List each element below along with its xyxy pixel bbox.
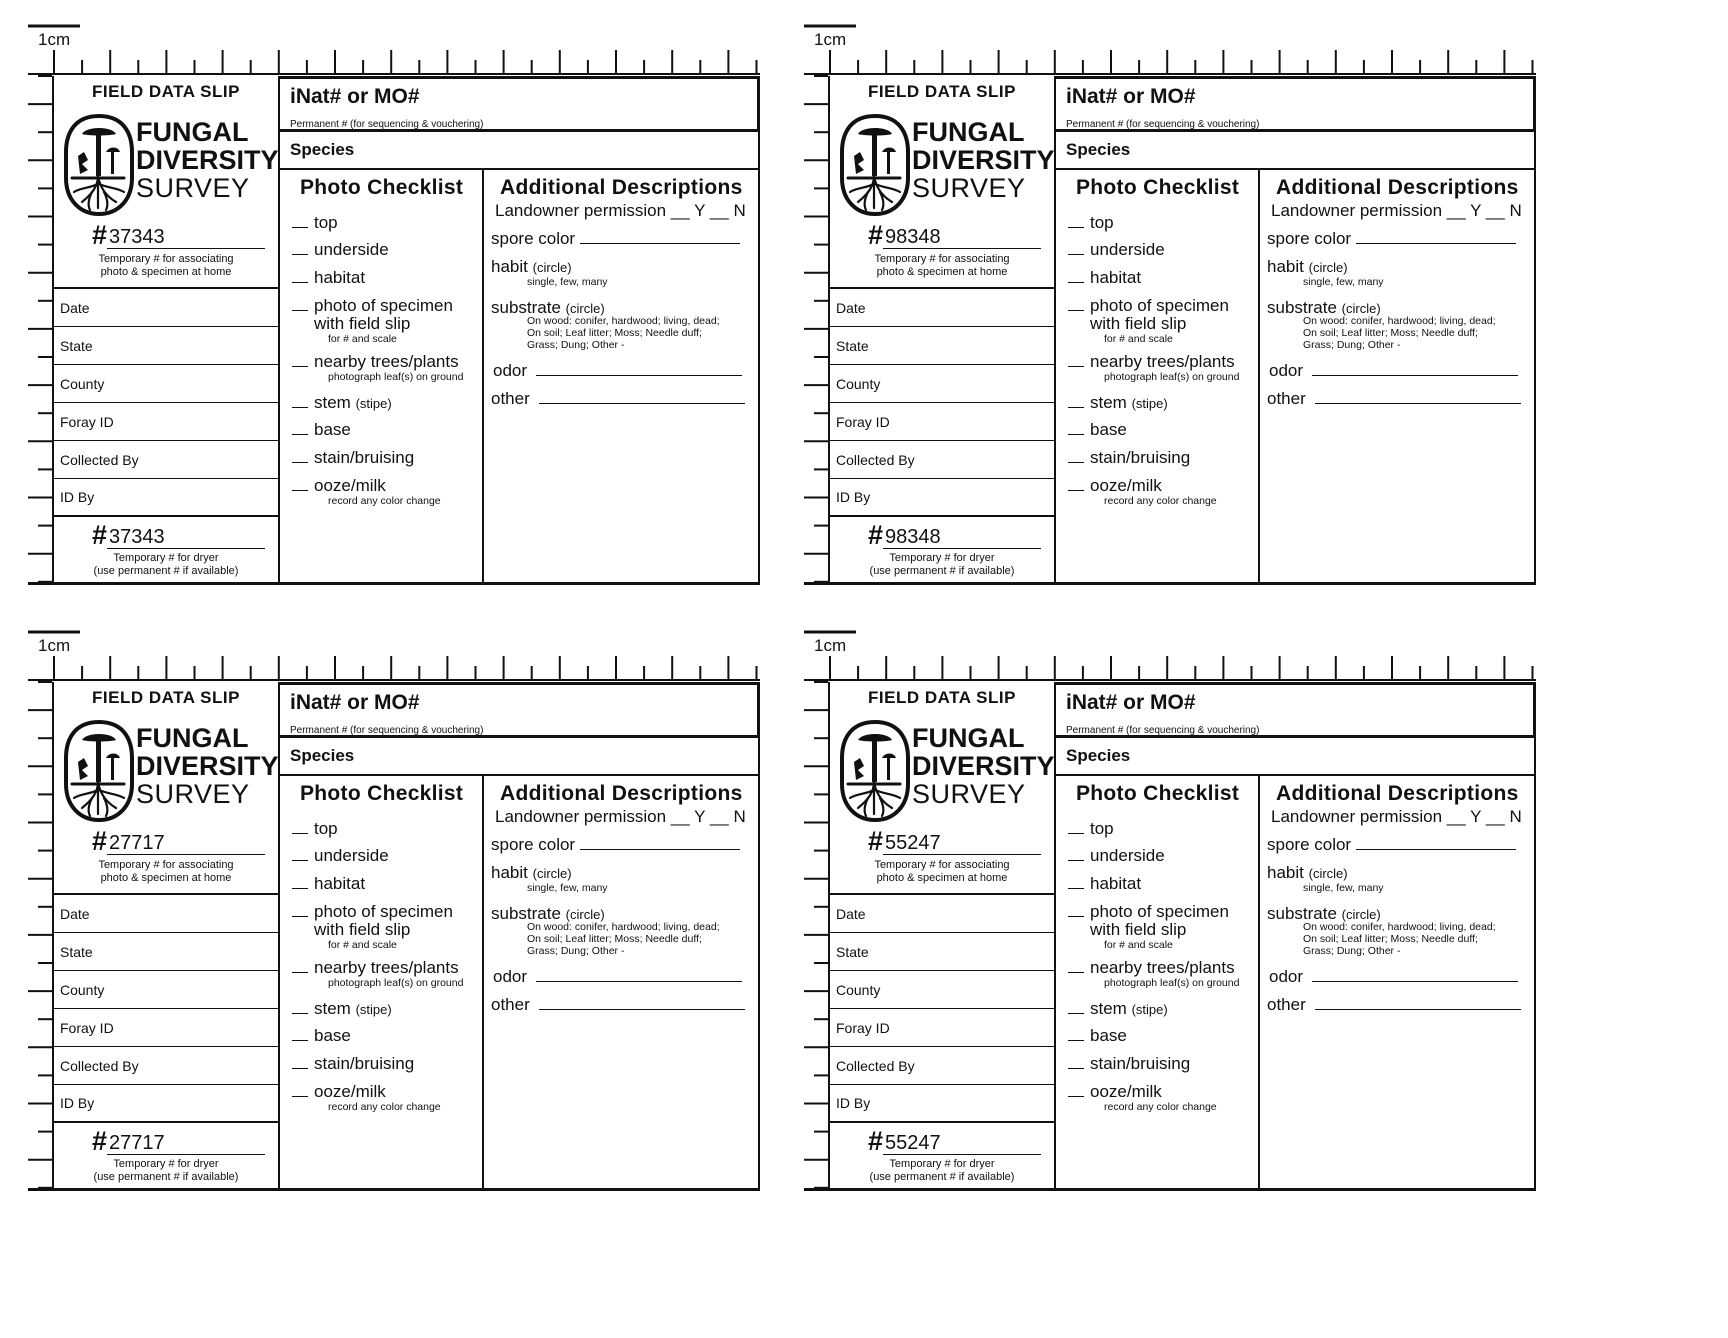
field-list: [830, 287, 1054, 517]
field-list: [54, 893, 278, 1123]
field-list: [830, 893, 1054, 1123]
dryer-number: [92, 522, 265, 549]
ruler-label: 1cm: [814, 30, 847, 49]
field-date[interactable]: Date: [830, 289, 1054, 327]
habit-line[interactable]: habit (circle): [491, 863, 572, 882]
logo-mushrooms: [854, 734, 896, 782]
inat-title: iNat# or MO#: [1066, 691, 1196, 714]
check-base[interactable]: base: [1068, 1027, 1127, 1045]
home-caption: [54, 253, 278, 279]
check-ooze[interactable]: ooze/milk record any color change: [1068, 1083, 1217, 1113]
field-slip-3: [0, 606, 820, 1226]
photo-checklist: [280, 170, 484, 584]
inat-subtitle: Permanent # (for sequencing & vouchering): [290, 725, 484, 736]
logo-stem-large: [96, 134, 101, 176]
field-state[interactable]: State: [54, 327, 278, 365]
habit-options: single, few, many: [1303, 882, 1384, 894]
left-column: [52, 76, 280, 584]
logo-line-1: FUNGAL: [912, 117, 1025, 147]
logo-text: [136, 724, 279, 808]
species-row[interactable]: [280, 132, 760, 170]
odor-line[interactable]: odor: [493, 362, 742, 380]
dryer-caption-line-1: Temporary # for dryer: [113, 1158, 219, 1170]
inat-box[interactable]: [280, 76, 760, 132]
home-caption-line-1: Temporary # for associating: [98, 253, 234, 265]
hash-symbol: #: [868, 220, 884, 250]
dryer-caption-line-2: (use permanent # if available): [869, 565, 1015, 577]
check-top[interactable]: top: [292, 820, 338, 838]
check-stem[interactable]: stem (stipe): [1068, 394, 1168, 413]
field-date[interactable]: Date: [54, 895, 278, 933]
field-foray-id[interactable]: Foray ID: [54, 403, 278, 441]
home-caption-line-2: photo & specimen at home: [876, 266, 1008, 278]
check-stain[interactable]: stain/bruising: [292, 449, 414, 467]
substrate-line[interactable]: substrate (circle): [1267, 904, 1381, 923]
home-caption-line-1: Temporary # for associating: [874, 859, 1010, 871]
additional-descriptions: [484, 170, 760, 584]
hash-symbol: #: [92, 826, 108, 856]
mushroom-logo-icon: [838, 112, 912, 218]
checklist-title: Photo Checklist: [1076, 176, 1240, 199]
field-date[interactable]: Date: [830, 895, 1054, 933]
additional-descriptions: [484, 776, 760, 1190]
check-stem[interactable]: stem (stipe): [1068, 1000, 1168, 1019]
habit-options: single, few, many: [1303, 276, 1384, 288]
dryer-caption-line-1: Temporary # for dryer: [889, 1158, 995, 1170]
inat-box[interactable]: [1056, 76, 1536, 132]
check-base[interactable]: base: [292, 1027, 351, 1045]
field-foray-id[interactable]: Foray ID: [830, 403, 1054, 441]
check-photo-with-slip[interactable]: photo of specimen with field slip for # and scale: [292, 903, 453, 951]
logo-line-3: SURVEY: [912, 173, 1026, 203]
species-label: Species: [290, 746, 355, 765]
check-stem[interactable]: stem (stipe): [292, 394, 392, 413]
dryer-caption: [830, 552, 1054, 578]
check-photo-with-slip[interactable]: photo of specimen with field slip for # and scale: [1068, 297, 1229, 345]
mushroom-logo-icon: [62, 718, 136, 824]
hash-symbol: #: [92, 220, 108, 250]
check-stain[interactable]: stain/bruising: [1068, 1055, 1190, 1073]
field-county[interactable]: County: [830, 971, 1054, 1009]
home-number-value[interactable]: 98348: [883, 226, 1041, 249]
substrate-options: On wood: conifer, hardwood; living, dead; On soil; Leaf litter; Moss; Needle duff; Grass; Dung; Other -: [527, 315, 720, 351]
home-number-value[interactable]: 37343: [107, 226, 265, 249]
inat-box[interactable]: [1056, 682, 1536, 738]
substrate-options: On wood: conifer, hardwood; living, dead; On soil; Leaf litter; Moss; Needle duff; Grass; Dung; Other -: [1303, 315, 1496, 351]
home-caption: [54, 859, 278, 885]
inat-title: iNat# or MO#: [290, 85, 420, 108]
left-column: [828, 76, 1056, 584]
desc-title: Additional Descriptions: [500, 782, 743, 805]
field-state[interactable]: State: [830, 933, 1054, 971]
logo-mushrooms: [78, 128, 120, 176]
logo-stem-small: [111, 758, 114, 780]
dryer-number: [868, 1128, 1041, 1155]
check-underside[interactable]: underside: [1068, 847, 1165, 865]
slip-title: FIELD DATA SLIP: [92, 82, 240, 101]
habit-options: single, few, many: [527, 276, 608, 288]
logo-line-3: SURVEY: [912, 779, 1026, 809]
other-line[interactable]: other: [1267, 996, 1521, 1014]
field-foray-id[interactable]: Foray ID: [830, 1009, 1054, 1047]
logo-stem-large: [872, 740, 877, 782]
field-foray-id[interactable]: Foray ID: [54, 1009, 278, 1047]
field-collected-by[interactable]: Collected By: [54, 1047, 278, 1085]
home-caption-line-2: photo & specimen at home: [876, 872, 1008, 884]
check-stain[interactable]: stain/bruising: [1068, 449, 1190, 467]
home-number: [92, 222, 265, 249]
logo-stem-small: [887, 758, 890, 780]
desc-title: Additional Descriptions: [1276, 176, 1519, 199]
dryer-number-value[interactable]: 98348: [883, 526, 1041, 549]
dryer-caption: [830, 1158, 1054, 1184]
check-habitat[interactable]: habitat: [1068, 875, 1141, 893]
check-ooze[interactable]: ooze/milk record any color change: [292, 1083, 441, 1113]
logo-cap-small: [882, 148, 896, 153]
home-number-value[interactable]: 55247: [883, 832, 1041, 855]
substrate-line[interactable]: substrate (circle): [491, 298, 605, 317]
ruler-label: 1cm: [814, 636, 847, 655]
inat-subtitle: Permanent # (for sequencing & vouchering): [290, 119, 484, 130]
field-state[interactable]: State: [54, 933, 278, 971]
home-caption: [830, 859, 1054, 885]
ruler-label: 1cm: [38, 30, 71, 49]
logo-stem-small: [111, 152, 114, 174]
home-caption-line-2: photo & specimen at home: [100, 872, 232, 884]
logo-line-1: FUNGAL: [136, 117, 249, 147]
logo-roots: [72, 782, 124, 816]
logo-line-3: SURVEY: [136, 779, 250, 809]
dryer-number-value[interactable]: 27717: [107, 1132, 265, 1155]
additional-descriptions: [1260, 776, 1536, 1190]
checklist-title: Photo Checklist: [300, 782, 464, 805]
slip-title: FIELD DATA SLIP: [868, 82, 1016, 101]
dryer-caption-line-2: (use permanent # if available): [93, 565, 239, 577]
photo-checklist: [1056, 170, 1260, 584]
field-county[interactable]: County: [830, 365, 1054, 403]
slip-title: FIELD DATA SLIP: [92, 688, 240, 707]
left-column: [52, 682, 280, 1190]
home-caption-line-2: photo & specimen at home: [100, 266, 232, 278]
home-number: [868, 222, 1041, 249]
mushroom-logo-icon: [62, 112, 136, 218]
field-id-by[interactable]: ID By: [830, 1085, 1054, 1123]
check-underside[interactable]: underside: [292, 847, 389, 865]
check-habitat[interactable]: habitat: [1068, 269, 1141, 287]
species-label: Species: [1066, 746, 1131, 765]
checklist-title: Photo Checklist: [1076, 782, 1240, 805]
field-id-by[interactable]: ID By: [54, 479, 278, 517]
logo-cluster: [854, 758, 864, 780]
logo-text: [912, 118, 1055, 202]
odor-line[interactable]: odor: [493, 968, 742, 986]
additional-descriptions: [1260, 170, 1536, 584]
field-collected-by[interactable]: Collected By: [830, 1047, 1054, 1085]
inat-title: iNat# or MO#: [1066, 85, 1196, 108]
logo-cluster: [78, 758, 88, 780]
home-caption-line-1: Temporary # for associating: [98, 859, 234, 871]
check-stem[interactable]: stem (stipe): [292, 1000, 392, 1019]
logo-roots: [848, 176, 900, 210]
dryer-caption-line-1: Temporary # for dryer: [113, 552, 219, 564]
logo-cap-small: [882, 754, 896, 759]
other-line[interactable]: other: [491, 390, 745, 408]
logo-cluster: [78, 152, 88, 174]
hash-symbol: #: [92, 1126, 108, 1156]
logo-line-2: DIVERSITY: [912, 145, 1055, 175]
logo-line-2: DIVERSITY: [136, 145, 279, 175]
check-underside[interactable]: underside: [292, 241, 389, 259]
other-line[interactable]: other: [1267, 390, 1521, 408]
field-slip-4: [776, 606, 1596, 1226]
spore-color-line[interactable]: spore color: [1267, 836, 1516, 854]
check-habitat[interactable]: habitat: [292, 269, 365, 287]
desc-title: Additional Descriptions: [500, 176, 743, 199]
check-nearby-plants[interactable]: nearby trees/plants photograph leaf(s) on ground: [292, 353, 463, 383]
field-state[interactable]: State: [830, 327, 1054, 365]
hash-symbol: #: [868, 826, 884, 856]
dryer-caption: [54, 1158, 278, 1184]
photo-checklist: [280, 776, 484, 1190]
logo-line-1: FUNGAL: [136, 723, 249, 753]
substrate-line[interactable]: substrate (circle): [1267, 298, 1381, 317]
check-ooze[interactable]: ooze/milk record any color change: [292, 477, 441, 507]
home-caption-line-1: Temporary # for associating: [874, 253, 1010, 265]
odor-line[interactable]: odor: [1269, 968, 1518, 986]
spore-color-line[interactable]: spore color: [1267, 230, 1516, 248]
species-row[interactable]: [280, 738, 760, 776]
field-list: [54, 287, 278, 517]
hash-symbol: #: [868, 520, 884, 550]
dryer-number: [868, 522, 1041, 549]
slip-title: FIELD DATA SLIP: [868, 688, 1016, 707]
substrate-options: On wood: conifer, hardwood; living, dead; On soil; Leaf litter; Moss; Needle duff; Grass; Dung; Other -: [1303, 921, 1496, 957]
logo-stem-large: [96, 740, 101, 782]
dryer-number-value[interactable]: 55247: [883, 1132, 1041, 1155]
landowner-permission[interactable]: Landowner permission __ Y __ N: [495, 807, 746, 826]
logo-cluster: [854, 152, 864, 174]
substrate-line[interactable]: substrate (circle): [491, 904, 605, 923]
landowner-permission[interactable]: Landowner permission __ Y __ N: [1271, 807, 1522, 826]
inat-title: iNat# or MO#: [290, 691, 420, 714]
field-slip-2: [776, 0, 1596, 620]
field-collected-by[interactable]: Collected By: [54, 441, 278, 479]
spore-color-line[interactable]: spore color: [491, 836, 740, 854]
species-row[interactable]: [1056, 132, 1536, 170]
dryer-caption: [54, 552, 278, 578]
check-top[interactable]: top: [292, 214, 338, 232]
photo-checklist: [1056, 776, 1260, 1190]
hash-symbol: #: [868, 1126, 884, 1156]
check-ooze[interactable]: ooze/milk record any color change: [1068, 477, 1217, 507]
inat-box[interactable]: [280, 682, 760, 738]
logo-cap-small: [106, 754, 120, 759]
species-label: Species: [290, 140, 355, 159]
check-stain[interactable]: stain/bruising: [292, 1055, 414, 1073]
dryer-caption-line-1: Temporary # for dryer: [889, 552, 995, 564]
landowner-permission[interactable]: Landowner permission __ Y __ N: [1271, 201, 1522, 220]
dryer-number: [92, 1128, 265, 1155]
desc-title: Additional Descriptions: [1276, 782, 1519, 805]
logo-cap-small: [106, 148, 120, 153]
field-county[interactable]: County: [54, 365, 278, 403]
check-top[interactable]: top: [1068, 214, 1114, 232]
field-collected-by[interactable]: Collected By: [830, 441, 1054, 479]
substrate-options: On wood: conifer, hardwood; living, dead; On soil; Leaf litter; Moss; Needle duff; Grass; Dung; Other -: [527, 921, 720, 957]
home-number: [868, 828, 1041, 855]
hash-symbol: #: [92, 520, 108, 550]
species-row[interactable]: [1056, 738, 1536, 776]
spore-color-line[interactable]: spore color: [491, 230, 740, 248]
logo-line-2: DIVERSITY: [136, 751, 279, 781]
check-nearby-plants[interactable]: nearby trees/plants photograph leaf(s) on ground: [1068, 353, 1239, 383]
field-slip-1: [0, 0, 820, 620]
check-top[interactable]: top: [1068, 820, 1114, 838]
odor-line[interactable]: odor: [1269, 362, 1518, 380]
field-county[interactable]: County: [54, 971, 278, 1009]
habit-line[interactable]: habit (circle): [1267, 257, 1348, 276]
left-column: [828, 682, 1056, 1190]
logo-line-3: SURVEY: [136, 173, 250, 203]
logo-stem-small: [887, 152, 890, 174]
dryer-caption-line-2: (use permanent # if available): [869, 1171, 1015, 1183]
dryer-caption-line-2: (use permanent # if available): [93, 1171, 239, 1183]
logo-roots: [848, 782, 900, 816]
home-caption: [830, 253, 1054, 279]
check-base[interactable]: base: [1068, 421, 1127, 439]
home-number: [92, 828, 265, 855]
inat-subtitle: Permanent # (for sequencing & vouchering): [1066, 725, 1260, 736]
check-nearby-plants[interactable]: nearby trees/plants photograph leaf(s) on ground: [292, 959, 463, 989]
check-underside[interactable]: underside: [1068, 241, 1165, 259]
field-id-by[interactable]: ID By: [54, 1085, 278, 1123]
logo-stem-large: [872, 134, 877, 176]
dryer-number-value[interactable]: 37343: [107, 526, 265, 549]
home-number-value[interactable]: 27717: [107, 832, 265, 855]
logo-mushrooms: [78, 734, 120, 782]
habit-line[interactable]: habit (circle): [1267, 863, 1348, 882]
logo-mushrooms: [854, 128, 896, 176]
species-label: Species: [1066, 140, 1131, 159]
logo-text: [912, 724, 1055, 808]
logo-text: [136, 118, 279, 202]
field-id-by[interactable]: ID By: [830, 479, 1054, 517]
logo-roots: [72, 176, 124, 210]
logo-line-1: FUNGAL: [912, 723, 1025, 753]
check-photo-with-slip[interactable]: photo of specimen with field slip for # and scale: [1068, 903, 1229, 951]
habit-options: single, few, many: [527, 882, 608, 894]
check-base[interactable]: base: [292, 421, 351, 439]
field-date[interactable]: Date: [54, 289, 278, 327]
habit-line[interactable]: habit (circle): [491, 257, 572, 276]
inat-subtitle: Permanent # (for sequencing & vouchering): [1066, 119, 1260, 130]
logo-line-2: DIVERSITY: [912, 751, 1055, 781]
ruler-label: 1cm: [38, 636, 71, 655]
check-nearby-plants[interactable]: nearby trees/plants photograph leaf(s) on ground: [1068, 959, 1239, 989]
check-photo-with-slip[interactable]: photo of specimen with field slip for # and scale: [292, 297, 453, 345]
check-habitat[interactable]: habitat: [292, 875, 365, 893]
mushroom-logo-icon: [838, 718, 912, 824]
landowner-permission[interactable]: Landowner permission __ Y __ N: [495, 201, 746, 220]
other-line[interactable]: other: [491, 996, 745, 1014]
checklist-title: Photo Checklist: [300, 176, 464, 199]
